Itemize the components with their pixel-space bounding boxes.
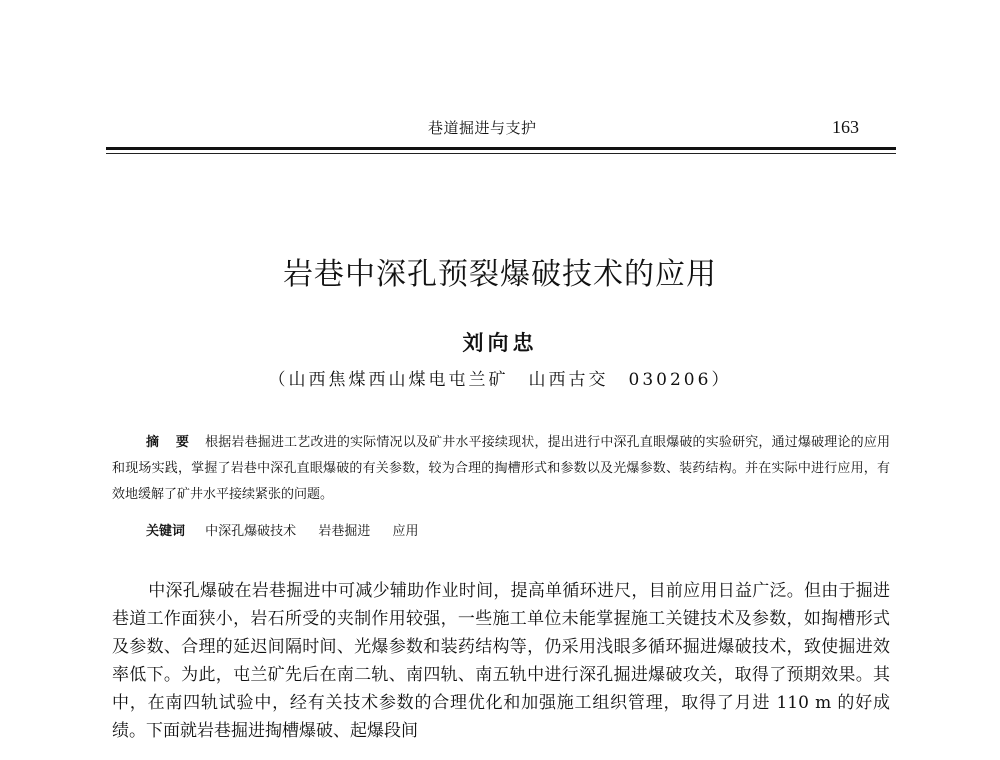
running-header: 巷道掘进与支护 — [428, 119, 537, 137]
abstract-label: 摘 要 — [146, 435, 196, 450]
body-paragraph — [112, 577, 890, 745]
keywords-label: 关键词 — [146, 524, 186, 539]
body-paragraph-text: 中深孔爆破在岩巷掘进中可减少辅助作业时间，提高单循环进尺，目前应用日益广泛。但由于掘进巷道工作面狭小，岩石所受的夹制作用较强，一些施工单位未能掌握施工关键技术及参数，如掏槽形式及参数、合理的延迟间隔时间、光爆参数和装药结构等，仍采用浅眼多循环掘进爆破技术，致使掘进效率低下。为此，屯兰矿先后在南二轨、南四轨、南五轨中进行深孔掘进爆破攻关，取得了预期效果。其中，在南四轨试验中，经有关技术参数的合理优化和加强施工组织管理，取得了月进 110 m 的好成绩。下面就岩巷掘进掏槽爆破、起爆段间 — [112, 581, 890, 741]
keyword-item: 岩巷掘进 — [318, 524, 371, 539]
abstract-text: 根据岩巷掘进工艺改进的实际情况以及矿井水平接续现状，提出进行中深孔直眼爆破的实验研究，通过爆破理论的应用和现场实践，掌握了岩巷中深孔直眼爆破的有关参数，较为合理的掏槽形式和参数以及光爆参数、装药结构。并在实际中进行应用，有效地缓解了矿井水平接续紧张的问题。 — [112, 435, 890, 502]
keyword-item: 中深孔爆破技术 — [205, 524, 297, 539]
header-rule-thick — [106, 147, 896, 150]
keywords — [146, 521, 886, 543]
author-affiliation: （山西焦煤西山煤电屯兰矿 山西古交 030206） — [268, 370, 732, 390]
header-rule-thin — [106, 153, 896, 154]
abstract — [112, 430, 890, 508]
article-title: 岩巷中深孔预裂爆破技术的应用 — [283, 257, 717, 292]
page-number: 163 — [832, 117, 859, 137]
author-name: 刘向忠 — [462, 330, 538, 355]
keyword-item: 应用 — [392, 524, 419, 539]
